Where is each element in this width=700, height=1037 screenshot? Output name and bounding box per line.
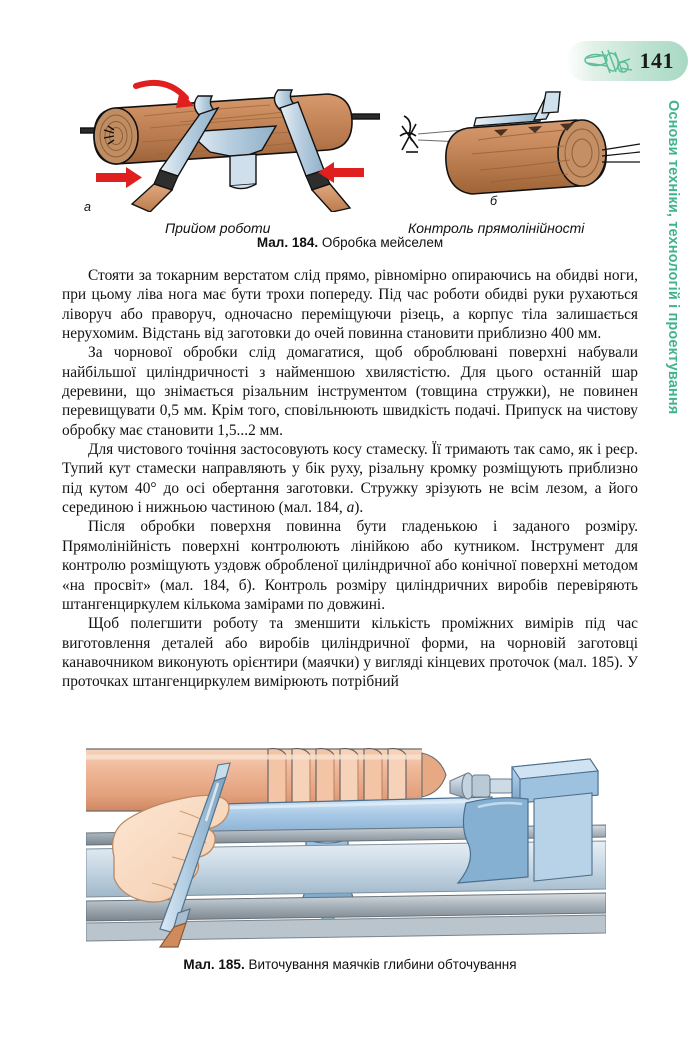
paragraph-3-pre: Для чистового точіння застосовують косу стамеску. Її тримають так само, як і реєр. Тупий кут стамески направляють у бік руху, різальну кромку розміщують приблизно під кутом 40° до осі обертання заготовки. Стружку зрізують не всім лезом, а його серединою і нижньою частиною (мал. 184, xyxy=(62,441,638,517)
figure-184b-illustration xyxy=(390,90,640,212)
figure-185-illustration xyxy=(86,737,606,949)
figure-184-caption-text: Обробка мейселем xyxy=(318,235,444,250)
body-text xyxy=(62,266,638,692)
page-number: 141 xyxy=(639,48,674,73)
paragraph-4: Після обробки поверхня повинна бути гладенькою і заданого розміру. Прямолінійність поверхні контролюють лінійкою або кутником. Інструмент для контролю розміщують уздовж обробленої циліндричної або конічної поверхні методом «на просвіт» (мал. 184, б). Контроль розміру циліндричних виробів перевіряють штангенциркулем кількома замірами по довжині. xyxy=(62,518,638,613)
figure-185-caption xyxy=(0,957,700,972)
figure-184a-illustration xyxy=(80,72,380,212)
figure-184-caption-number: Мал. 184. xyxy=(256,235,319,250)
figure-185 xyxy=(86,737,606,949)
running-head-label: Основи техніки, технологій і проектування xyxy=(665,100,681,415)
paragraph-3-figure-ref: а xyxy=(346,499,355,517)
paragraph-1: Стояти за токарним верстатом слід прямо, рівномірно опираючись на обидві ноги, при цьому ліва нога має бути трохи попереду. Під час роботи обидві руки рухаються ліворуч або праворуч, одночасно переміщуючи різець, а корпус тіла залишається нерухомим. Відстань від заготовки до очей повинна становити приблизно 400 мм. xyxy=(62,267,638,343)
figure-185-caption-text: Виточування маячків глибини обточування xyxy=(244,957,517,972)
figure-184-caption xyxy=(0,235,700,250)
figure-184a-subcaption: Прийом роботи xyxy=(165,220,271,236)
paragraph-2: За чорнової обробки слід домагатися, щоб оброблювані поверхні набували найбільшої циліндричності з найменшою хвилястістю. Для цього останній шар деревини, що знімається різальним інструментом (товщина стружки), не повинен перевищувати 0,5 мм. Крім того, сповільнюють швидкість подачі. Припуск на чистову обробку має становити 1,5...2 мм. xyxy=(62,344,638,439)
figure-184 xyxy=(60,72,640,252)
figure-184a-label: а xyxy=(84,200,91,214)
figure-184b-label: б xyxy=(490,194,498,208)
running-head xyxy=(655,100,685,520)
paragraph-5: Щоб полегшити роботу та зменшити кількість проміжних вимірів під час виготовлення деталей або виробів циліндричної форми, на чорновій заготовці канавочником виконують орієнтири (маячки) у вигляді кінцевих проточок (мал. 185). У проточках штангенциркулем вимірюють потрібний xyxy=(62,615,638,691)
paragraph-3-post: ). xyxy=(354,499,364,517)
figure-185-caption-number: Мал. 185. xyxy=(183,957,245,972)
paragraph-3 xyxy=(62,440,638,517)
figure-184b-subcaption: Контроль прямолінійності xyxy=(408,220,585,236)
